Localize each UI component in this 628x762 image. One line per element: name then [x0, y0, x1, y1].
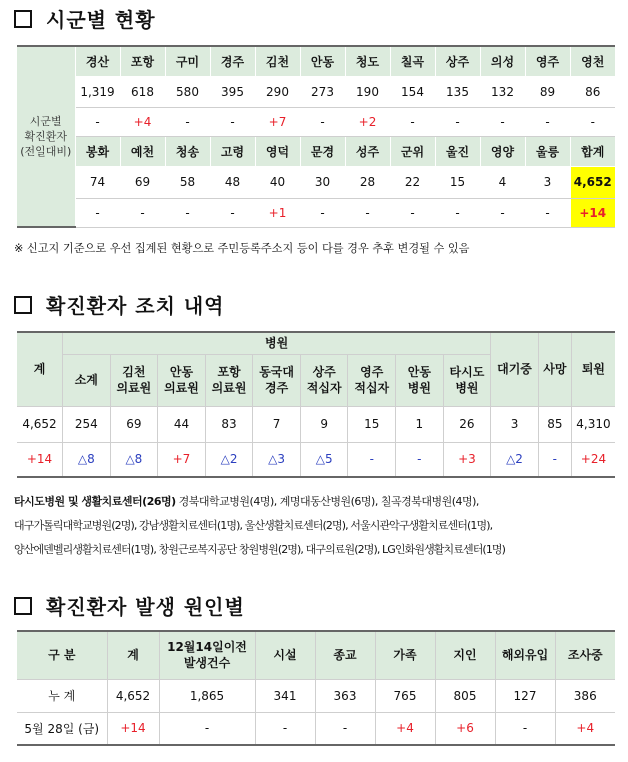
measure-change: +7 — [158, 442, 206, 477]
measure-total: 3 — [491, 406, 539, 442]
region-name: 예천 — [120, 136, 165, 166]
region-change: +7 — [255, 107, 300, 136]
cumulative-value: 4,652 — [107, 679, 159, 712]
region-total: 86 — [570, 76, 615, 107]
section2-note-line2: 대구가톨릭대학교병원(2명), 강남생활치료센터(1명), 울산생활치료센터(2명), 서울시관악구생활치료센터(1명), — [14, 519, 493, 532]
subtotal-header: 소계 — [63, 354, 111, 406]
daily-label: 5월 28일 (금) — [17, 712, 107, 745]
region-total: 135 — [435, 76, 480, 107]
measure-total: 4,652 — [17, 406, 63, 442]
region-total: 290 — [255, 76, 300, 107]
region-change: - — [165, 198, 210, 227]
region-change: - — [390, 107, 435, 136]
region-change: +2 — [345, 107, 390, 136]
checkbox-square-icon — [14, 296, 32, 314]
region-name: 문경 — [300, 136, 345, 166]
total-header: 계 — [17, 332, 63, 406]
region-total: 132 — [480, 76, 525, 107]
facility-header: 시설 — [255, 631, 315, 679]
acquaintance-header: 지인 — [435, 631, 495, 679]
cumulative-value: 765 — [375, 679, 435, 712]
cause-total-header: 계 — [107, 631, 159, 679]
region-change: - — [435, 198, 480, 227]
measure-total: 44 — [158, 406, 206, 442]
sangju-header: 상주 적십자 — [300, 354, 348, 406]
daily-value: - — [159, 712, 255, 745]
region-change: - — [480, 107, 525, 136]
region-change: - — [300, 198, 345, 227]
discharged-header: 퇴원 — [571, 332, 615, 406]
waiting-header: 대기중 — [491, 332, 539, 406]
region-name: 영덕 — [255, 136, 300, 166]
region-name: 청도 — [345, 46, 390, 76]
region-status-table — [17, 45, 615, 228]
region-change: - — [480, 198, 525, 227]
cumulative-value: 363 — [315, 679, 375, 712]
region-change: - — [525, 107, 570, 136]
region-name: 칠곡 — [390, 46, 435, 76]
category-header: 구 분 — [17, 631, 107, 679]
gimcheon-header: 김천 의료원 — [110, 354, 158, 406]
measure-total: 4,310 — [571, 406, 615, 442]
measure-total: 26 — [443, 406, 491, 442]
region-change: - — [75, 198, 120, 227]
andong-hospital-header: 안동 병원 — [396, 354, 444, 406]
region-name: 의성 — [480, 46, 525, 76]
section2-note-line1: 타시도병원 및 생활치료센터(26명) 경북대학교병원(4명), 계명대동산병원(6명), 칠곡경북대병원(4명), — [14, 495, 479, 508]
measure-change: △8 — [63, 442, 111, 477]
measure-change: +14 — [17, 442, 63, 477]
family-header: 가족 — [375, 631, 435, 679]
region-total: 58 — [165, 166, 210, 198]
region-change: - — [210, 198, 255, 227]
region-total: 580 — [165, 76, 210, 107]
cumulative-value: 805 — [435, 679, 495, 712]
region-change: - — [300, 107, 345, 136]
region-name: 성주 — [345, 136, 390, 166]
measure-change: - — [538, 442, 571, 477]
region-total: 154 — [390, 76, 435, 107]
measure-total: 7 — [253, 406, 301, 442]
pohang-header: 포항 의료원 — [205, 354, 253, 406]
daily-value: - — [255, 712, 315, 745]
region-name: 울릉 — [525, 136, 570, 166]
region-change: +4 — [120, 107, 165, 136]
grand-total-change: +14 — [570, 198, 615, 227]
measure-change: +3 — [443, 442, 491, 477]
section2-title: 확진환자 조치 내역 — [14, 290, 225, 319]
hospital-header: 병원 — [63, 332, 491, 354]
section3-title: 확진환자 발생 원인별 — [14, 591, 245, 620]
daily-value: +6 — [435, 712, 495, 745]
daily-value: - — [495, 712, 555, 745]
region-change: - — [570, 107, 615, 136]
religion-header: 종교 — [315, 631, 375, 679]
region-total: 395 — [210, 76, 255, 107]
region-name: 영주 — [525, 46, 570, 76]
region-total: 28 — [345, 166, 390, 198]
measure-change: △2 — [491, 442, 539, 477]
cumulative-value: 127 — [495, 679, 555, 712]
checkbox-square-icon — [14, 10, 32, 28]
measure-total: 9 — [300, 406, 348, 442]
region-name: 청송 — [165, 136, 210, 166]
region-total: 618 — [120, 76, 165, 107]
region-total: 15 — [435, 166, 480, 198]
region-name: 영천 — [570, 46, 615, 76]
region-total: 30 — [300, 166, 345, 198]
grand-total-header: 합계 — [570, 136, 615, 166]
dongguk-header: 동국대 경주 — [253, 354, 301, 406]
row-label: 시군별 확진환자 (전일대비) — [17, 46, 75, 227]
region-change: - — [525, 198, 570, 227]
measure-change: △3 — [253, 442, 301, 477]
region-total: 273 — [300, 76, 345, 107]
yeongju-header: 영주 적십자 — [348, 354, 396, 406]
measure-total: 69 — [110, 406, 158, 442]
measure-total: 1 — [396, 406, 444, 442]
region-change: - — [210, 107, 255, 136]
region-name: 영양 — [480, 136, 525, 166]
region-total: 4 — [480, 166, 525, 198]
infection-cause-table — [17, 630, 615, 746]
region-total: 40 — [255, 166, 300, 198]
daily-value: +14 — [107, 712, 159, 745]
region-name: 울진 — [435, 136, 480, 166]
daily-value: +4 — [375, 712, 435, 745]
region-change: - — [120, 198, 165, 227]
region-total: 69 — [120, 166, 165, 198]
region-change: - — [165, 107, 210, 136]
overseas-header: 해외유입 — [495, 631, 555, 679]
region-total: 190 — [345, 76, 390, 107]
section2-note-bold: 타시도병원 및 생활치료센터(26명) — [14, 495, 176, 508]
region-change: - — [345, 198, 390, 227]
region-name: 김천 — [255, 46, 300, 76]
measure-change: - — [396, 442, 444, 477]
cumulative-value: 341 — [255, 679, 315, 712]
region-name: 경산 — [75, 46, 120, 76]
measure-total: 15 — [348, 406, 396, 442]
region-name: 고령 — [210, 136, 255, 166]
measure-change: △8 — [110, 442, 158, 477]
region-name: 구미 — [165, 46, 210, 76]
measure-total: 83 — [205, 406, 253, 442]
region-total: 89 — [525, 76, 570, 107]
andong-medical-header: 안동 의료원 — [158, 354, 206, 406]
region-change: - — [390, 198, 435, 227]
grand-total-value: 4,652 — [570, 166, 615, 198]
region-name: 경주 — [210, 46, 255, 76]
cumulative-label: 누 계 — [17, 679, 107, 712]
measure-total: 254 — [63, 406, 111, 442]
daily-value: +4 — [555, 712, 615, 745]
measure-total: 85 — [538, 406, 571, 442]
region-total: 22 — [390, 166, 435, 198]
region-name: 포항 — [120, 46, 165, 76]
section1-title: 시군별 현황 — [14, 4, 156, 33]
region-total: 3 — [525, 166, 570, 198]
region-total: 74 — [75, 166, 120, 198]
region-change: +1 — [255, 198, 300, 227]
measure-change: +24 — [571, 442, 615, 477]
patient-measures-table — [17, 331, 615, 478]
daily-value: - — [315, 712, 375, 745]
region-change: - — [435, 107, 480, 136]
other-hospital-header: 타시도 병원 — [443, 354, 491, 406]
cumulative-value: 386 — [555, 679, 615, 712]
region-name: 군위 — [390, 136, 435, 166]
measure-change: - — [348, 442, 396, 477]
region-name: 봉화 — [75, 136, 120, 166]
cumulative-value: 1,865 — [159, 679, 255, 712]
region-change: - — [75, 107, 120, 136]
section2-note-line3: 양산에덴벨리생활치료센터(1명), 창원근로복지공단 창원병원(2명), 대구의료원(2명), LG인화원생활치료센터(1명) — [14, 543, 506, 556]
measure-change: △5 — [300, 442, 348, 477]
region-name: 안동 — [300, 46, 345, 76]
investigating-header: 조사중 — [555, 631, 615, 679]
before-dec14-header: 12월14일이전 발생건수 — [159, 631, 255, 679]
region-name: 상주 — [435, 46, 480, 76]
measure-change: △2 — [205, 442, 253, 477]
deaths-header: 사망 — [538, 332, 571, 406]
region-total: 48 — [210, 166, 255, 198]
region-total: 1,319 — [75, 76, 120, 107]
checkbox-square-icon — [14, 597, 32, 615]
section1-note: ※ 신고지 기준으로 우선 집계된 현황으로 주민등록주소지 등이 다를 경우 추후 변경될 수 있음 — [14, 242, 470, 255]
